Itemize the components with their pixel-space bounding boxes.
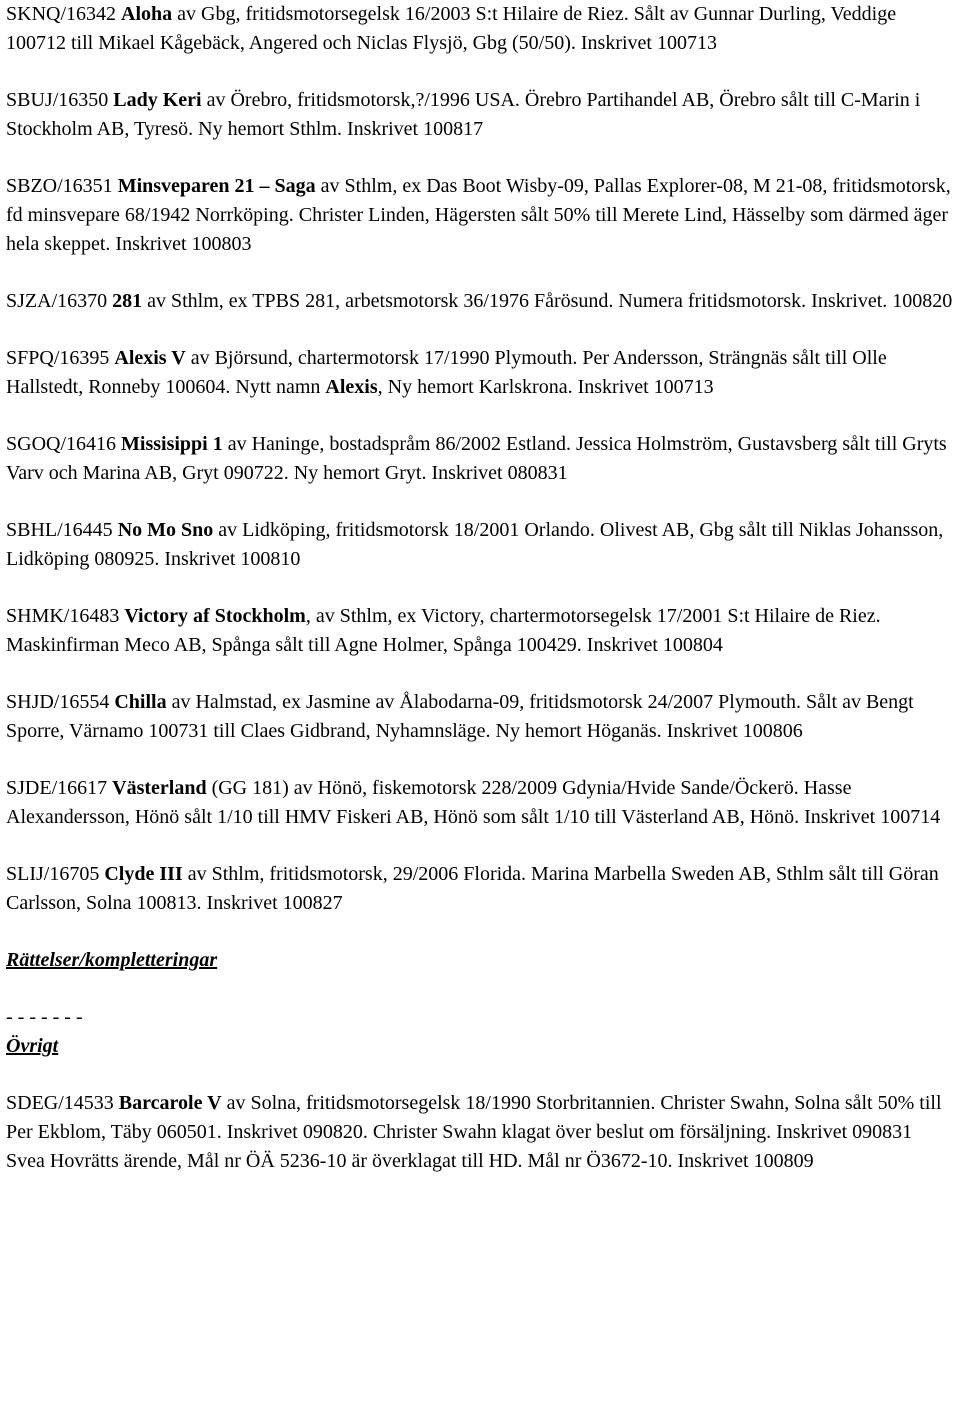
entry-text: SJZA/16370: [6, 290, 113, 312]
entry-text: SGOQ/16416: [6, 433, 122, 455]
vessel-name: Barcarole V: [118, 1092, 222, 1114]
register-entry: [6, 602, 956, 660]
entry-text: av Solna, fritidsmotorsegelsk 18/1990 Storbritannien. Christer Swahn, Solna sålt 50% till Per Ekblom, Täby 060501. Inskrivet 090820. Christer Swahn klagat över beslut om försäljning. Inskrivet 090831 Svea Hovrätts ärende, Mål nr ÖÄ 5236-10 är överklagat till HD. Mål nr Ö3672-10. Inskrivet 100809: [6, 1092, 942, 1172]
vessel-name: Missisippi 1: [121, 433, 223, 455]
entry-text: av Haninge, bostadspråm 86/2002 Estland. Jessica Holmström, Gustavsberg sålt till Gryts Varv och Marina AB, Gryt 090722. Ny hemort Gryt. Inskrivet 080831: [6, 433, 947, 484]
entry-text: av Sthlm, ex TPBS 281, arbetsmotorsk 36/1976 Fårösund. Numera fritidsmotorsk. Inskrivet. 100820: [142, 290, 953, 312]
vessel-name: 281: [112, 290, 143, 312]
register-entry: [6, 86, 956, 144]
register-entry: [6, 430, 956, 488]
register-entry: [6, 516, 956, 574]
entry-text: SJDE/16617: [6, 777, 113, 799]
register-entry: [6, 0, 956, 58]
vessel-name: No Mo Sno: [117, 519, 214, 541]
vessel-name: Aloha: [121, 3, 173, 25]
separator-line: - - - - - - -: [6, 1006, 83, 1028]
register-entry: [6, 344, 956, 402]
entry-text: av Halmstad, ex Jasmine av Ålabodarna-09, fritidsmotorsk 24/2007 Plymouth. Sålt av Bengt Sporre, Värnamo 100731 till Claes Gidbrand, Nyhamnsläge. Ny hemort Höganäs. Inskrivet 100806: [6, 691, 914, 742]
register-entry: [6, 172, 956, 259]
entry-text: SDEG/14533: [6, 1092, 119, 1114]
register-entry: [6, 688, 956, 746]
entry-text: av Björsund, chartermotorsk 17/1990 Plymouth. Per Andersson, Strängnäs sålt till Olle Hallstedt, Ronneby 100604. Nytt namn: [6, 347, 887, 398]
document-body: [6, 0, 956, 1204]
entry-text: (GG 181) av Hönö, fiskemotorsk 228/2009 Gdynia/Hvide Sande/Öckerö. Hasse Alexandersson, Hönö sålt 1/10 till HMV Fiskeri AB, Hönö som sålt 1/10 till Västerland AB, Hönö. Inskrivet 100714: [6, 777, 941, 828]
entry-text: av Sthlm, fritidsmotorsk, 29/2006 Florida. Marina Marbella Sweden AB, Sthlm sålt till Göran Carlsson, Solna 100813. Inskrivet 100827: [6, 863, 939, 914]
entry-text: SFPQ/16395: [6, 347, 115, 369]
entry-text: , av Sthlm, ex Victory, chartermotorsegelsk 17/2001 S:t Hilaire de Riez. Maskinfirman Meco AB, Spånga sålt till Agne Holmer, Spånga 100429. Inskrivet 100804: [6, 605, 881, 656]
entry-text: av Gbg, fritidsmotorsegelsk 16/2003 S:t Hilaire de Riez. Sålt av Gunnar Durling, Veddige 100712 till Mikael Kågebäck, Angered och Niclas Flysjö, Gbg (50/50). Inskrivet 100713: [6, 3, 897, 54]
vessel-name: Victory af Stockholm: [124, 605, 306, 627]
vessel-name: Alexis: [325, 376, 378, 398]
vessel-name: Chilla: [114, 691, 167, 713]
vessel-name: Lady Keri: [113, 89, 202, 111]
entry-text: av Sthlm, ex Das Boot Wisby-09, Pallas Explorer-08, M 21-08, fritidsmotorsk, fd minsvepare 68/1942 Norrköping. Christer Linden, Hägersten sålt 50% till Merete Lind, Hässelby som därmed äger hela skeppet. Inskrivet 100803: [6, 175, 951, 255]
entry-text: SKNQ/16342: [6, 3, 122, 25]
register-entry: [6, 287, 956, 316]
entry-text: SBHL/16445: [6, 519, 118, 541]
vessel-name: Västerland: [112, 777, 207, 799]
vessel-name: Clyde III: [104, 863, 183, 885]
entry-text: SHJD/16554: [6, 691, 115, 713]
register-entries: [6, 0, 956, 918]
vessel-name: Alexis V: [114, 347, 186, 369]
entry-text: SBZO/16351: [6, 175, 118, 197]
entry-text: SBUJ/16350: [6, 89, 114, 111]
entry-text: av Lidköping, fritidsmotorsk 18/2001 Orlando. Olivest AB, Gbg sålt till Niklas Johansson, Lidköping 080925. Inskrivet 100810: [6, 519, 944, 570]
vessel-name: Minsveparen 21 – Saga: [117, 175, 316, 197]
register-entry: [6, 860, 956, 918]
entry-text: SHMK/16483: [6, 605, 125, 627]
register-entry-final: [6, 1089, 956, 1176]
section-heading-other: Övrigt: [6, 1035, 59, 1057]
section-heading-corrections: Rättelser/kompletteringar: [6, 949, 218, 971]
entry-text: SLIJ/16705: [6, 863, 105, 885]
entry-text: av Örebro, fritidsmotorsk,?/1996 USA. Örebro Partihandel AB, Örebro sålt till C-Marin i Stockholm AB, Tyresö. Ny hemort Sthlm. Inskrivet 100817: [6, 89, 921, 140]
entry-text: , Ny hemort Karlskrona. Inskrivet 100713: [377, 376, 714, 398]
register-entry: [6, 774, 956, 832]
